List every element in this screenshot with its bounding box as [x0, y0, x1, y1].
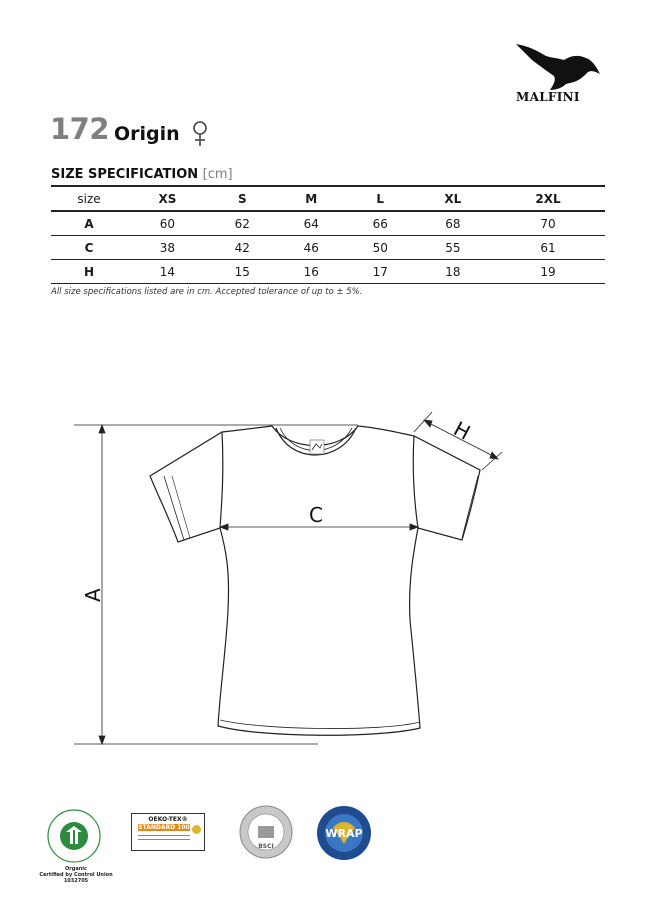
- gots-caption-line: Certified by Control Union: [39, 872, 113, 878]
- header-cell: 2XL: [491, 186, 605, 211]
- header-cell: M: [277, 186, 346, 211]
- oeko-tex-standard: STANDARD 100: [138, 824, 190, 831]
- amfori-bsci-logo: [238, 804, 294, 860]
- row-label: C: [51, 236, 127, 260]
- label-h: H: [449, 416, 475, 445]
- tolerance-note: All size specifications listed are in cm. Accepted tolerance of up to ± 5%.: [51, 287, 363, 297]
- header-cell: XS: [127, 186, 208, 211]
- table-cell: 64: [277, 211, 346, 236]
- oeko-tex-title: OEKO-TEX®: [148, 816, 188, 823]
- table-cell: 19: [491, 260, 605, 284]
- amfori-text: BSCI: [258, 843, 274, 850]
- table-cell: 66: [346, 211, 415, 236]
- wrap-text: WRAP: [325, 827, 363, 840]
- gots-caption-line: 1032705: [63, 878, 89, 884]
- table-cell: 17: [346, 260, 415, 284]
- gots-caption: [36, 866, 116, 884]
- row-label: H: [51, 260, 127, 284]
- table-cell: 46: [277, 236, 346, 260]
- tshirt-outline: [150, 426, 480, 735]
- header-cell: XL: [415, 186, 491, 211]
- oeko-tex-label: [131, 813, 205, 851]
- sun-icon: [192, 825, 201, 834]
- spec-title-text: SIZE SPECIFICATION: [51, 167, 199, 182]
- table-cell: 60: [127, 211, 208, 236]
- table-cell: 18: [415, 260, 491, 284]
- wrap-logo: [315, 804, 373, 862]
- table-cell: 61: [491, 236, 605, 260]
- brand-name: MALFINI: [516, 90, 580, 104]
- table-cell: 15: [208, 260, 277, 284]
- row-label: A: [51, 211, 127, 236]
- table-cell: 70: [491, 211, 605, 236]
- gots-logo: [44, 808, 104, 864]
- product-name: Origin: [114, 123, 180, 145]
- table-cell: 50: [346, 236, 415, 260]
- spec-unit: [cm]: [202, 167, 233, 182]
- label-c: C: [309, 503, 323, 527]
- table-cell: 14: [127, 260, 208, 284]
- table-cell: 16: [277, 260, 346, 284]
- header-cell: size: [51, 186, 127, 211]
- label-a: A: [81, 588, 105, 602]
- table-cell: 55: [415, 236, 491, 260]
- header-cell: L: [346, 186, 415, 211]
- product-code: 172: [50, 112, 110, 146]
- table-cell: 42: [208, 236, 277, 260]
- header-cell: S: [208, 186, 277, 211]
- table-cell: 62: [208, 211, 277, 236]
- table-cell: 68: [415, 211, 491, 236]
- table-cell: 38: [127, 236, 208, 260]
- gots-caption-line: Organic: [65, 866, 87, 872]
